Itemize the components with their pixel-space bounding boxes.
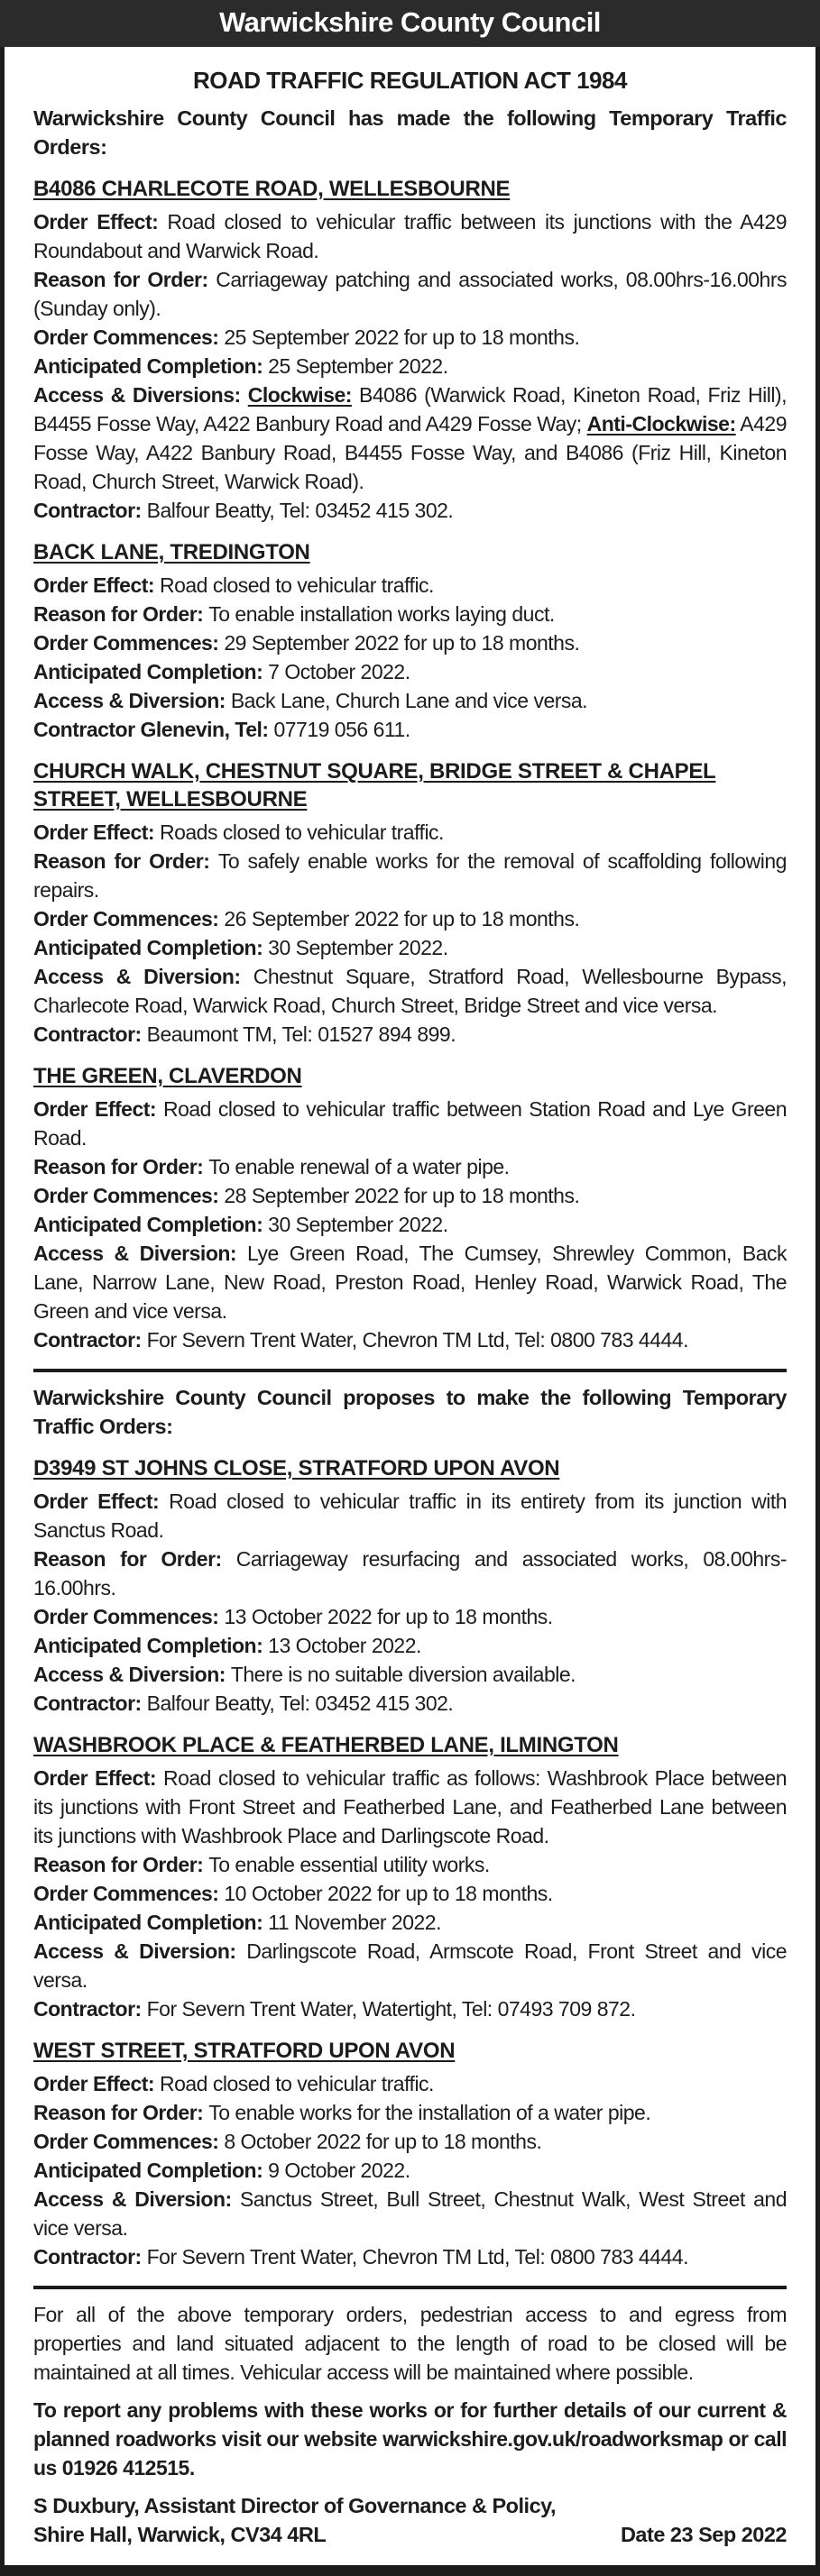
item-label: Order Commences: bbox=[33, 325, 225, 349]
item-label: Order Commences: bbox=[33, 907, 225, 930]
section-heading: BACK LANE, TREDINGTON bbox=[33, 540, 310, 564]
section-heading: THE GREEN, CLAVERDON bbox=[33, 1064, 302, 1088]
item-text: For Severn Trent Water, Watertight, Tel: 07493 709 872. bbox=[146, 1997, 636, 2021]
order-item bbox=[33, 2156, 787, 2185]
item-label: Order Commences: bbox=[33, 1184, 225, 1207]
item-text: 28 September 2022 for up to 18 months. bbox=[224, 1184, 580, 1207]
item-text: Lye Green Road, The Cumsey, Shrewley Common, Back Lane, Narrow Lane, New Road, Preston Road, Henley Road, Warwick Road, The Green and vice versa. bbox=[33, 1242, 787, 1323]
order-section bbox=[33, 1454, 787, 1718]
item-text: To enable installation works laying duct. bbox=[208, 602, 555, 626]
header-bar bbox=[0, 0, 820, 47]
order-item bbox=[33, 1764, 787, 1850]
underlined-label: Clockwise: bbox=[247, 383, 352, 407]
item-text: Balfour Beatty, Tel: 03452 415 302. bbox=[146, 499, 454, 522]
item-text: Beaumont TM, Tel: 01527 894 899. bbox=[146, 1022, 456, 1046]
order-item bbox=[33, 1689, 787, 1718]
order-item bbox=[33, 2185, 787, 2242]
underlined-label: Anti-Clockwise: bbox=[586, 412, 736, 435]
item-label: Anticipated Completion: bbox=[33, 1634, 269, 1657]
order-item bbox=[33, 1095, 787, 1152]
order-item bbox=[33, 1152, 787, 1181]
item-text: 10 October 2022 for up to 18 months. bbox=[224, 1882, 553, 1905]
section-heading: WASHBROOK PLACE & FEATHERBED LANE, ILMINGTON bbox=[33, 1733, 619, 1757]
order-item bbox=[33, 1239, 787, 1325]
order-item bbox=[33, 1210, 787, 1239]
section-heading: CHURCH WALK, CHESTNUT SQUARE, BRIDGE STREET & CHAPEL STREET, WELLESBOURNE bbox=[33, 759, 716, 811]
item-label: Anticipated Completion: bbox=[33, 1911, 269, 1934]
item-text: For Severn Trent Water, Chevron TM Ltd, Tel: 0800 783 4444. bbox=[146, 1328, 688, 1352]
order-item bbox=[33, 715, 787, 744]
order-item bbox=[33, 571, 787, 600]
item-label: Order Effect: bbox=[33, 820, 160, 844]
order-item bbox=[33, 1181, 787, 1210]
order-item bbox=[33, 496, 787, 525]
order-item bbox=[33, 1631, 787, 1660]
order-item bbox=[33, 2242, 787, 2271]
item-label: Reason for Order: bbox=[33, 2101, 209, 2124]
item-text: To safely enable works for the removal of scaffolding following repairs. bbox=[33, 849, 787, 902]
order-item bbox=[33, 2127, 787, 2156]
item-label: Access & Diversion: bbox=[33, 2187, 240, 2211]
item-label: Contractor: bbox=[33, 1328, 147, 1352]
section-divider bbox=[33, 1369, 787, 1372]
order-item bbox=[33, 1487, 787, 1545]
item-text: 8 October 2022 for up to 18 months. bbox=[224, 2130, 542, 2153]
order-item bbox=[33, 1325, 787, 1354]
order-item bbox=[33, 847, 787, 904]
item-text: 13 October 2022. bbox=[268, 1634, 421, 1657]
order-item bbox=[33, 1994, 787, 2023]
order-item bbox=[33, 265, 787, 323]
order-section bbox=[33, 757, 787, 1049]
order-groups bbox=[33, 104, 787, 2289]
order-item bbox=[33, 818, 787, 847]
order-item bbox=[33, 600, 787, 628]
item-text: 26 September 2022 for up to 18 months. bbox=[224, 907, 580, 930]
item-text: Darlingscote Road, Armscote Road, Front Street and vice versa. bbox=[33, 1939, 787, 1992]
item-label: Access & Diversions: bbox=[33, 383, 248, 407]
item-label: Access & Diversion: bbox=[33, 1242, 248, 1265]
order-item bbox=[33, 1660, 787, 1689]
signature-address: Shire Hall, Warwick, CV34 4RL bbox=[33, 2523, 327, 2546]
item-text: Back Lane, Church Lane and vice versa. bbox=[230, 689, 588, 712]
footer-paragraph: For all of the above temporary orders, pedestrian access to and egress from properties and land situated adjacent to the length of road to be closed will be maintained at all times. Vehicular access will be maintained where possible. bbox=[33, 2303, 787, 2384]
item-text: B4086 (Warwick Road, Kineton Road, Friz Hill), B4455 Fosse Way, A422 Banbury Road and A429 Fosse Way; bbox=[33, 383, 787, 435]
item-label: Reason for Order: bbox=[33, 849, 218, 873]
order-item bbox=[33, 657, 787, 686]
item-text: 9 October 2022. bbox=[268, 2159, 410, 2182]
item-text: A429 Fosse Way, A422 Banbury Road, B4455 Fosse Way, and B4086 (Friz Hill, Kineton Road, Church Street, Warwick Road). bbox=[33, 412, 787, 493]
order-item bbox=[33, 904, 787, 933]
item-text: Chestnut Square, Stratford Road, Wellesbourne Bypass, Charlecote Road, Warwick Road, Church Street, Bridge Street and vice versa. bbox=[33, 965, 787, 1017]
item-label: Access & Diversion: bbox=[33, 1939, 247, 1963]
footer-paragraph: To report any problems with these works or for further details of our current & planned roadworks visit our website warwickshire.gov.uk/roadworksmap or call us 01926 412515. bbox=[33, 2398, 787, 2480]
item-label: Order Commences: bbox=[33, 1882, 225, 1905]
item-label: Reason for Order: bbox=[33, 268, 217, 291]
item-text: Carriageway resurfacing and associated works, 08.00hrs-16.00hrs. bbox=[33, 1547, 787, 1600]
order-item bbox=[33, 1602, 787, 1631]
section-divider bbox=[33, 2286, 787, 2289]
order-item bbox=[33, 2069, 787, 2098]
order-item bbox=[33, 1908, 787, 1937]
item-text: 25 September 2022. bbox=[268, 354, 448, 378]
item-label: Contractor: bbox=[33, 2245, 147, 2269]
item-label: Contractor: bbox=[33, 1997, 147, 2021]
item-label: Anticipated Completion: bbox=[33, 1213, 269, 1236]
order-item bbox=[33, 686, 787, 715]
item-text: There is no suitable diversion available. bbox=[230, 1663, 576, 1686]
section-heading: D3949 ST JOHNS CLOSE, STRATFORD UPON AVON bbox=[33, 1456, 560, 1481]
item-text: 30 September 2022. bbox=[268, 1213, 448, 1236]
signature-block bbox=[33, 2491, 787, 2549]
item-text: Carriageway patching and associated works, 08.00hrs-16.00hrs (Sunday only). bbox=[33, 268, 787, 320]
signature-name: S Duxbury, Assistant Director of Governance & Policy, bbox=[33, 2494, 557, 2517]
act-title: ROAD TRAFFIC REGULATION ACT 1984 bbox=[193, 67, 627, 94]
item-label: Access & Diversion: bbox=[33, 689, 231, 712]
group-intro: Warwickshire County Council proposes to make the following Temporary Traffic Orders: bbox=[33, 1386, 787, 1438]
item-text: Road closed to vehicular traffic as follows: Washbrook Place between its junctions with Front Street and Featherbed Lane, and Featherbed Lane between its junctions with Washbrook Place and Darlingscote Road. bbox=[33, 1766, 787, 1847]
item-label: Anticipated Completion: bbox=[33, 936, 269, 959]
item-text: Road closed to vehicular traffic in its entirety from its junction with Sanctus Road. bbox=[33, 1490, 787, 1542]
council-title: Warwickshire County Council bbox=[219, 6, 601, 38]
order-section bbox=[33, 538, 787, 744]
order-item bbox=[33, 1937, 787, 1994]
order-item bbox=[33, 1879, 787, 1908]
item-label: Contractor: bbox=[33, 499, 147, 522]
item-text: 30 September 2022. bbox=[268, 936, 448, 959]
item-text: For Severn Trent Water, Chevron TM Ltd, Tel: 0800 783 4444. bbox=[146, 2245, 688, 2269]
item-text: 29 September 2022 for up to 18 months. bbox=[224, 631, 580, 655]
order-item bbox=[33, 628, 787, 657]
item-text: 7 October 2022. bbox=[268, 660, 410, 683]
item-text: Road closed to vehicular traffic between Station Road and Lye Green Road. bbox=[33, 1097, 787, 1150]
item-text: To enable renewal of a water pipe. bbox=[208, 1155, 510, 1178]
item-label: Order Effect: bbox=[33, 1097, 163, 1121]
order-item bbox=[33, 1545, 787, 1602]
item-text: Road closed to vehicular traffic. bbox=[159, 573, 434, 597]
item-text: Road closed to vehicular traffic. bbox=[159, 2072, 434, 2095]
item-label: Contractor: bbox=[33, 1022, 147, 1046]
order-item bbox=[33, 1020, 787, 1049]
order-item bbox=[33, 323, 787, 352]
item-text: Roads closed to vehicular traffic. bbox=[159, 820, 444, 844]
item-text: Sanctus Street, Bull Street, Chestnut Walk, West Street and vice versa. bbox=[33, 2187, 787, 2240]
item-text: Road closed to vehicular traffic between its junctions with the A429 Roundabout and Warwick Road. bbox=[33, 210, 787, 262]
item-text: Balfour Beatty, Tel: 03452 415 302. bbox=[146, 1691, 454, 1715]
order-item bbox=[33, 1850, 787, 1879]
order-item bbox=[33, 380, 787, 496]
item-label: Order Commences: bbox=[33, 631, 225, 655]
item-label: Anticipated Completion: bbox=[33, 2159, 269, 2182]
item-label: Reason for Order: bbox=[33, 1853, 209, 1876]
item-label: Contractor: bbox=[33, 1691, 147, 1715]
item-text: 13 October 2022 for up to 18 months. bbox=[224, 1605, 553, 1628]
item-label: Contractor Glenevin, Tel: bbox=[33, 718, 274, 741]
order-item bbox=[33, 962, 787, 1020]
footer-paragraphs bbox=[33, 2300, 787, 2482]
item-label: Reason for Order: bbox=[33, 1547, 236, 1571]
item-label: Order Commences: bbox=[33, 2130, 225, 2153]
order-section bbox=[33, 1731, 787, 2023]
signature-date: Date 23 Sep 2022 bbox=[620, 2523, 787, 2546]
order-section bbox=[33, 1062, 787, 1354]
item-label: Access & Diversion: bbox=[33, 965, 253, 988]
group-intro: Warwickshire County Council has made the following Temporary Traffic Orders: bbox=[33, 106, 787, 159]
item-label: Order Effect: bbox=[33, 2072, 160, 2095]
item-label: Order Effect: bbox=[33, 1490, 170, 1513]
item-label: Order Effect: bbox=[33, 210, 168, 234]
section-heading: B4086 CHARLECOTE ROAD, WELLESBOURNE bbox=[33, 177, 511, 201]
item-label: Access & Diversion: bbox=[33, 1663, 231, 1686]
item-text: 07719 056 611. bbox=[273, 718, 410, 741]
item-text: 11 November 2022. bbox=[268, 1911, 441, 1934]
item-label: Order Commences: bbox=[33, 1605, 225, 1628]
notice-content bbox=[0, 47, 820, 2576]
item-label: Reason for Order: bbox=[33, 602, 209, 626]
item-label: Order Effect: bbox=[33, 1766, 163, 1790]
order-item bbox=[33, 933, 787, 962]
order-section bbox=[33, 175, 787, 525]
section-heading: WEST STREET, STRATFORD UPON AVON bbox=[33, 2039, 456, 2063]
item-text: To enable works for the installation of a water pipe. bbox=[208, 2101, 651, 2124]
item-text: To enable essential utility works. bbox=[208, 1853, 490, 1876]
order-item bbox=[33, 207, 787, 265]
order-item bbox=[33, 2098, 787, 2127]
item-label: Anticipated Completion: bbox=[33, 354, 269, 378]
order-item bbox=[33, 352, 787, 380]
item-label: Reason for Order: bbox=[33, 1155, 209, 1178]
item-label: Order Effect: bbox=[33, 573, 160, 597]
item-label: Anticipated Completion: bbox=[33, 660, 269, 683]
item-text: 25 September 2022 for up to 18 months. bbox=[224, 325, 580, 349]
signature-row bbox=[33, 2520, 787, 2549]
order-section bbox=[33, 2037, 787, 2271]
